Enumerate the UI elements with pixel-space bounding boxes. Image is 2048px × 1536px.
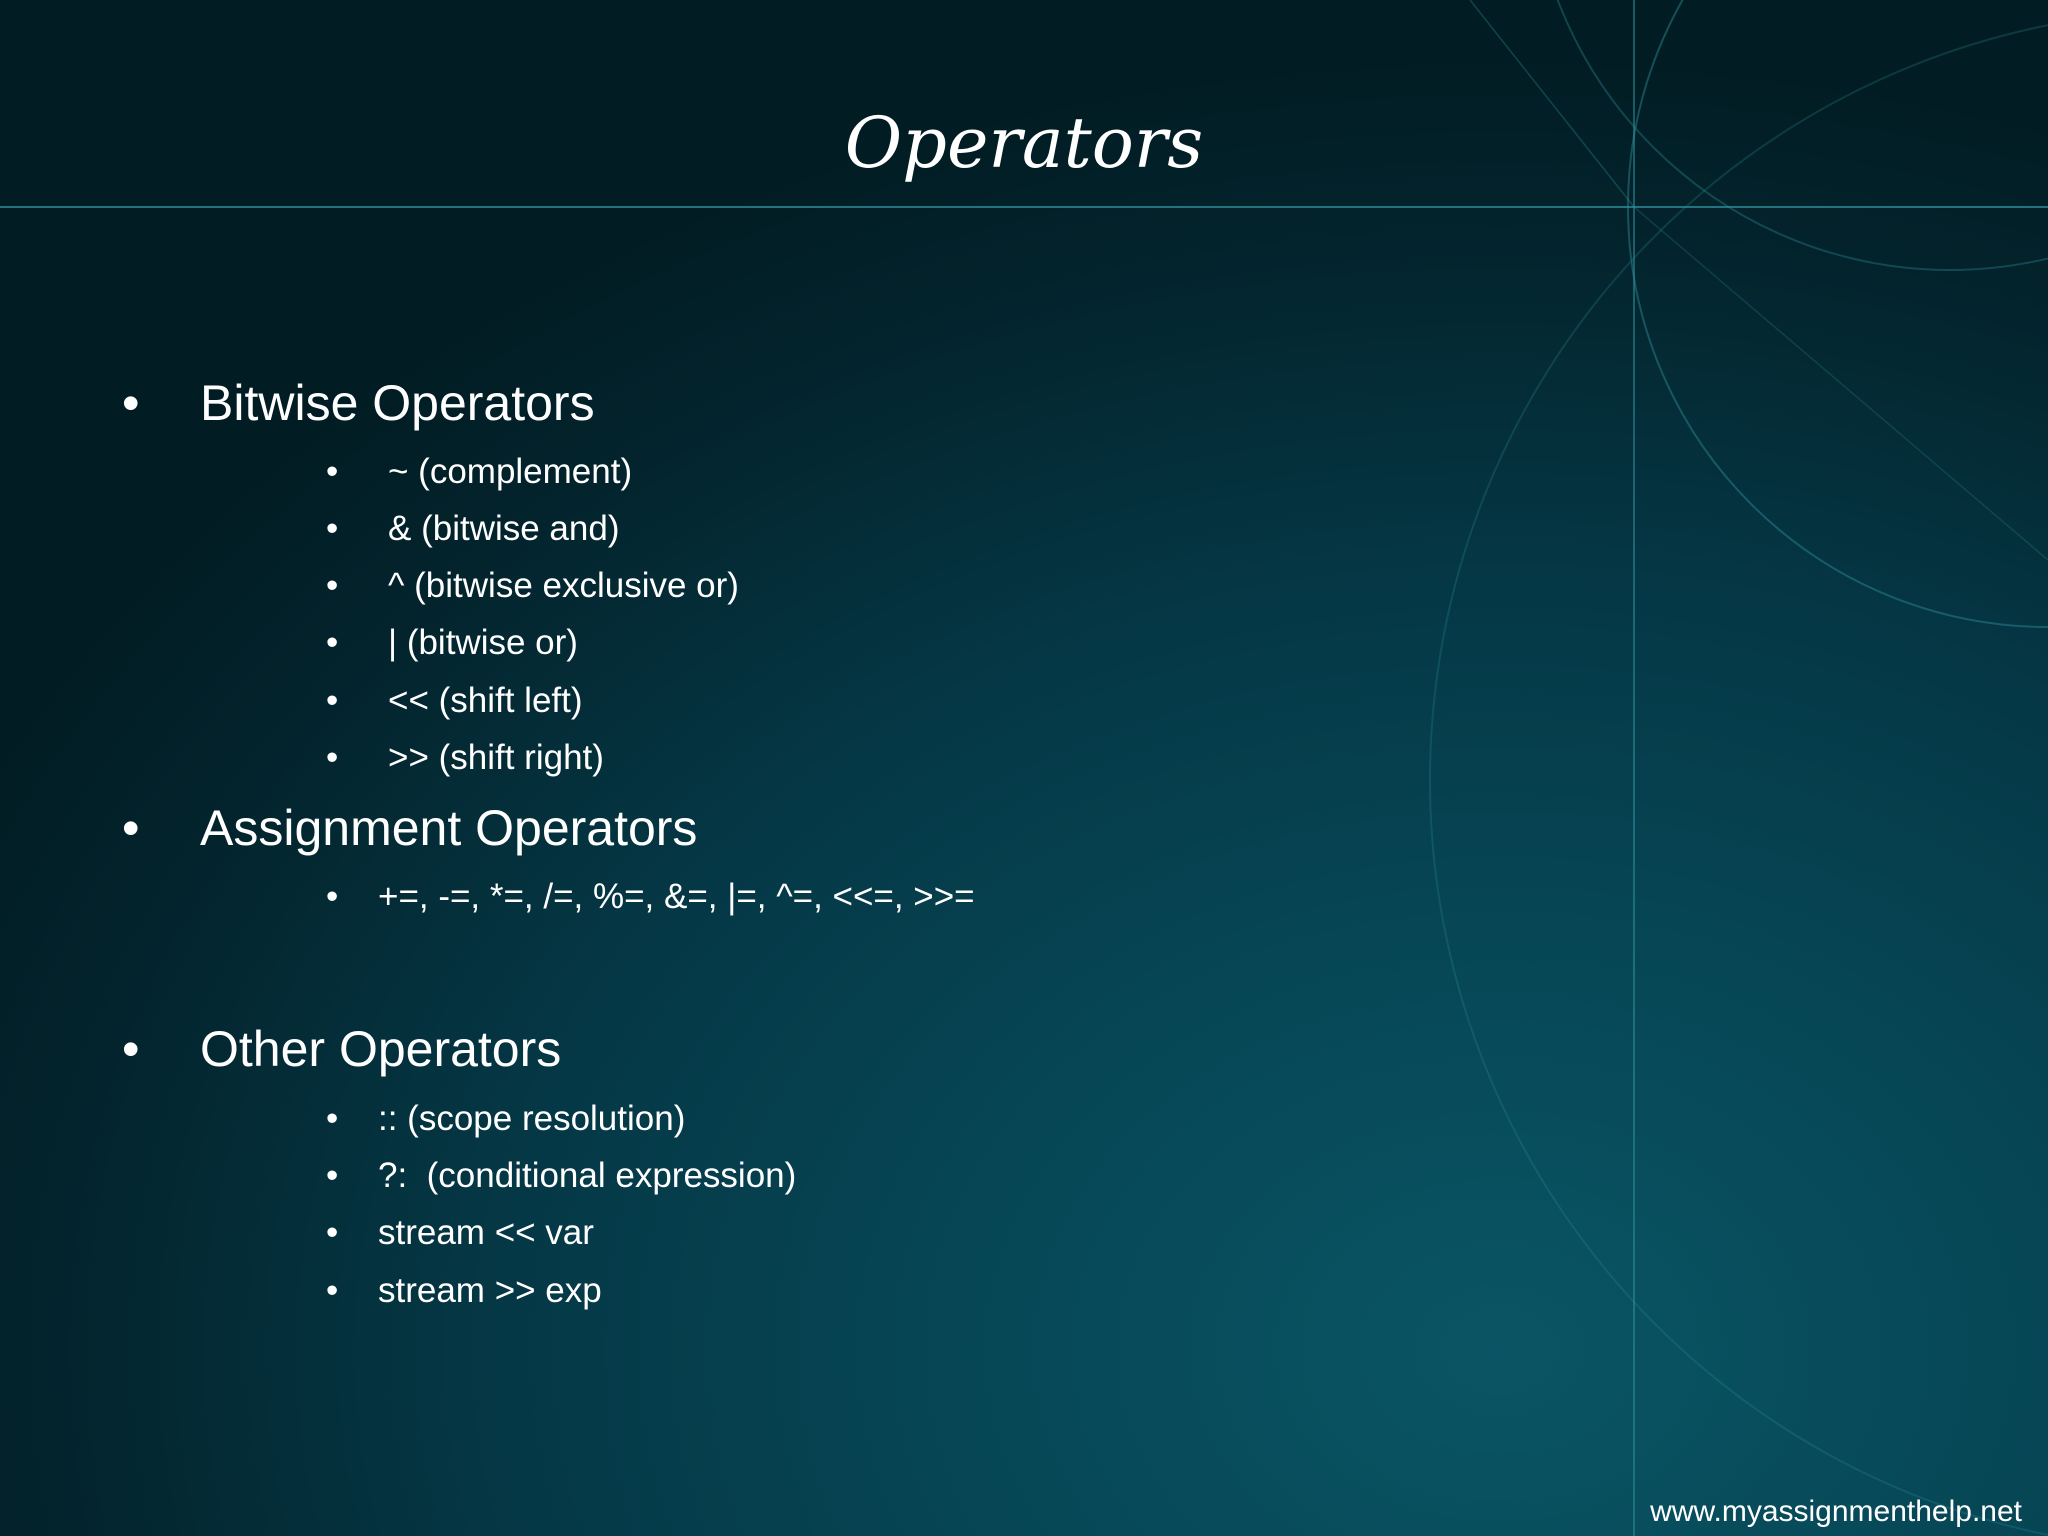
- list-item: :: (scope resolution): [378, 1099, 686, 1138]
- bullet-icon: •: [326, 566, 339, 605]
- bullet-icon: •: [326, 452, 339, 491]
- list-item: stream << var: [378, 1213, 594, 1252]
- list-item: | (bitwise or): [388, 623, 578, 662]
- bullet-icon: •: [122, 375, 140, 431]
- bullet-icon: •: [326, 681, 339, 720]
- bullet-icon: •: [326, 1156, 339, 1195]
- footer-url: www.myassignmenthelp.net: [1650, 1495, 2022, 1528]
- section-heading-assignment: Assignment Operators: [200, 800, 698, 856]
- section-heading-bitwise: Bitwise Operators: [200, 375, 595, 431]
- bullet-icon: •: [326, 1271, 339, 1310]
- list-item: >> (shift right): [388, 738, 604, 777]
- bullet-icon: •: [326, 738, 339, 777]
- list-item: stream >> exp: [378, 1271, 602, 1310]
- list-item: +=, -=, *=, /=, %=, &=, |=, ^=, <<=, >>=: [378, 877, 975, 916]
- bullet-icon: •: [326, 1099, 339, 1138]
- bullet-icon: •: [122, 1021, 140, 1077]
- list-item: ^ (bitwise exclusive or): [388, 566, 739, 605]
- bullet-icon: •: [326, 623, 339, 662]
- section-heading-other: Other Operators: [200, 1021, 562, 1077]
- slide-title: Operators: [844, 102, 1204, 184]
- bullet-icon: •: [326, 509, 339, 548]
- bullet-icon: •: [122, 800, 140, 856]
- bullet-icon: •: [326, 1213, 339, 1252]
- list-item: << (shift left): [388, 681, 583, 720]
- bullet-icon: •: [326, 877, 339, 916]
- list-item: ?: (conditional expression): [378, 1156, 797, 1195]
- list-item: ~ (complement): [388, 452, 633, 491]
- list-item: & (bitwise and): [388, 509, 620, 548]
